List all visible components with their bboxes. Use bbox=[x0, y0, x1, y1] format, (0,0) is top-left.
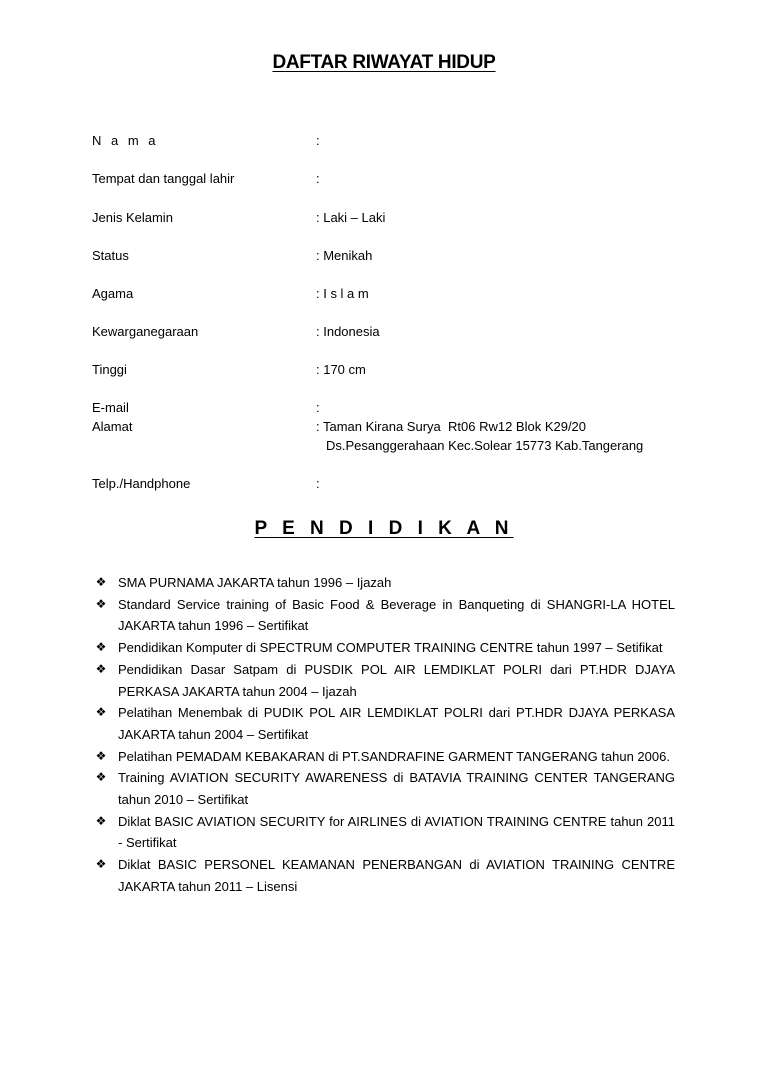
field-label: N a m a bbox=[92, 133, 159, 148]
field-value: : bbox=[316, 476, 320, 491]
education-item-text: SMA PURNAMA JAKARTA tahun 1996 – Ijazah bbox=[118, 575, 392, 590]
field-label: Status bbox=[92, 248, 129, 263]
education-item bbox=[92, 702, 675, 745]
education-item bbox=[92, 767, 675, 810]
address-line-1: : Taman Kirana Surya Rt06 Rw12 Blok K29/20 bbox=[316, 419, 587, 434]
education-item-text: Standard Service training of Basic Food & Beverage in Banqueting di SHANGRI-LA HOTEL JAKARTA tahun 1996 – Sertifikat bbox=[118, 596, 675, 634]
field-value bbox=[316, 417, 643, 455]
diamond-bullet-icon: ❖ bbox=[95, 705, 107, 720]
education-item bbox=[92, 746, 675, 768]
field-label: Tinggi bbox=[92, 362, 127, 377]
education-item bbox=[92, 659, 675, 702]
diamond-bullet-icon: ❖ bbox=[95, 640, 107, 655]
diamond-bullet-icon: ❖ bbox=[95, 813, 107, 828]
education-item bbox=[92, 594, 675, 637]
document-title-text: DAFTAR RIWAYAT HIDUP bbox=[272, 52, 496, 73]
education-section-title bbox=[0, 518, 768, 540]
field-label: Jenis Kelamin bbox=[92, 210, 173, 225]
education-item-text: Pendidikan Dasar Satpam di PUSDIK POL AIR LEMDIKLAT POLRI dari PT.HDR DJAYA PERKASA JAKARTA tahun 2004 – Ijazah bbox=[118, 661, 675, 699]
diamond-bullet-icon: ❖ bbox=[95, 748, 107, 763]
field-label: Agama bbox=[92, 286, 134, 301]
education-item bbox=[92, 637, 675, 659]
field-label: Tempat dan tanggal lahir bbox=[92, 171, 235, 186]
field-label: Telp./Handphone bbox=[92, 476, 191, 491]
education-item-text: Pendidikan Komputer di SPECTRUM COMPUTER TRAINING CENTRE tahun 1997 – Setifikat bbox=[118, 640, 663, 656]
field-label: Kewarganegaraan bbox=[92, 324, 199, 339]
field-value: : Laki – Laki bbox=[316, 210, 386, 225]
education-item-text: Diklat BASIC PERSONEL KEAMANAN PENERBANGAN di AVIATION TRAINING CENTRE JAKARTA tahun 2011 – Lisensi bbox=[118, 857, 675, 894]
education-item-text: Diklat BASIC AVIATION SECURITY for AIRLINES di AVIATION TRAINING CENTRE tahun 2011 - Sertifikat bbox=[118, 813, 675, 851]
address-line-2: Ds.Pesanggerahaan Kec.Solear 15773 Kab.Tangerang bbox=[326, 438, 644, 453]
education-item-text: Pelatihan Menembak di PUDIK POL AIR LEMDIKLAT POLRI dari PT.HDR DJAYA PERKASA JAKARTA tahun 2004 – Sertifikat bbox=[118, 705, 675, 742]
field-value: : 170 cm bbox=[316, 362, 366, 377]
education-list bbox=[92, 572, 675, 898]
field-value: : bbox=[316, 400, 320, 415]
diamond-bullet-icon: ❖ bbox=[95, 575, 107, 589]
education-item bbox=[92, 572, 675, 594]
field-value: : Menikah bbox=[316, 248, 373, 263]
diamond-bullet-icon: ❖ bbox=[95, 857, 107, 872]
diamond-bullet-icon: ❖ bbox=[95, 661, 107, 676]
education-item-text: Pelatihan PEMADAM KEBAKARAN di PT.SANDRAFINE GARMENT TANGERANG tahun 2006. bbox=[118, 748, 670, 764]
field-value: : Indonesia bbox=[316, 324, 380, 339]
diamond-bullet-icon: ❖ bbox=[95, 596, 107, 611]
field-label: Alamat bbox=[92, 419, 133, 434]
education-item-text: Training AVIATION SECURITY AWARENESS di BATAVIA TRAINING CENTER TANGERANG tahun 2010 – Sertifikat bbox=[118, 770, 675, 808]
education-item bbox=[92, 854, 675, 897]
field-value: : I s l a m bbox=[316, 286, 369, 301]
education-item bbox=[92, 811, 675, 854]
field-value: : bbox=[316, 133, 320, 148]
education-section-title-text: P E N D I D I K A N bbox=[254, 518, 514, 539]
field-value: : bbox=[316, 171, 320, 186]
field-label: E-mail bbox=[92, 400, 129, 415]
document-title bbox=[0, 52, 768, 74]
diamond-bullet-icon: ❖ bbox=[95, 770, 107, 785]
